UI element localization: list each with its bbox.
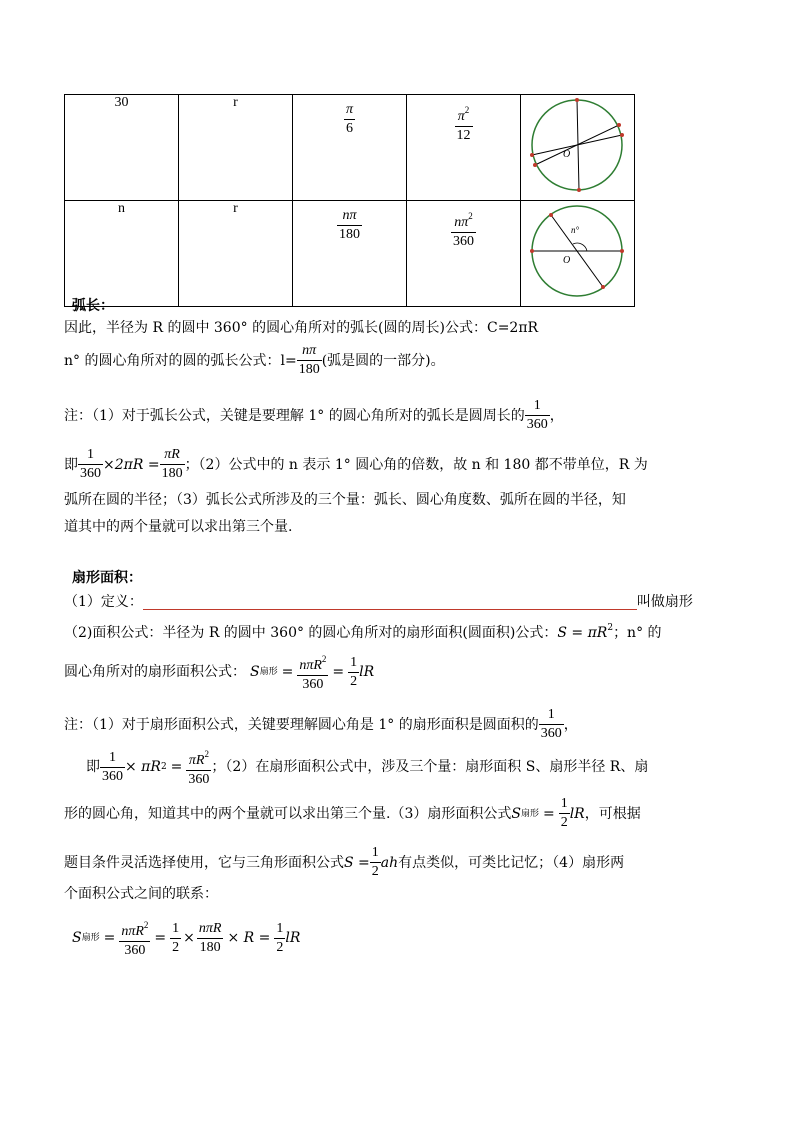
angle-label: n° (571, 225, 580, 235)
table-cell-figure (521, 95, 635, 201)
table-cell-radius: r (179, 201, 293, 307)
arc-line1: 因此，半径为 R 的圆中 360° 的圆心角所对的弧长(圆的周长)公式：C=2πR (64, 320, 539, 336)
center-label: O (563, 149, 571, 160)
arc-note1: 注：（1）对于弧长公式，关键是要理解 1° 的圆心角所对的弧长是圆周长的 $\frac{1}{360}$ ， (64, 398, 564, 432)
table-cell-arc (293, 95, 407, 201)
sector-definition: （1）定义： 叫做扇形 (64, 594, 693, 610)
area-fraction: $\frac{n\pi^2}{360}$ (451, 207, 476, 251)
arc-heading: 弧长： (72, 298, 114, 314)
table-row (65, 95, 635, 201)
table-cell-radius: r (179, 95, 293, 201)
arc-note4: 道其中的两个量就可以求出第三个量. (64, 519, 293, 535)
sector-heading: 扇形面积： (72, 570, 142, 586)
sector-note1: 注：（1）对于扇形面积公式，关键要理解圆心角是 1° 的扇形面积是圆面积的 $\frac{1}{360}$ ， (64, 707, 578, 741)
circle-figure-n (521, 201, 634, 301)
table-cell-area (407, 201, 521, 307)
circle-figure-30 (521, 95, 634, 195)
sector-note4: 题目条件灵活选择使用，它与三角形面积公式 S = $\frac{1}{2}$ ah 有点类似，可类比记忆；（4）扇形两 (64, 845, 625, 879)
sector-formula-line3: 圆心角所对的扇形面积公式： S 扇形 = $\frac{n\pi R^2}{360}$ = $\frac{1}{2}$ lR (64, 650, 374, 694)
arc-line2: n° 的圆心角所对的圆的弧长公式：l= $\frac{n\pi}{180}$ (弧是圆的一部分)。 (64, 343, 445, 377)
arc-fraction: $\frac{\pi}{6}$ (345, 102, 353, 136)
table-cell-figure (521, 201, 635, 307)
sector-note2: 即 $\frac{1}{360}$ × πR 2 = $\frac{\pi R^2}{360}$ ；（2）在扇形面积公式中，涉及三个量：扇形面积 S、扇形半径 R、扇 (86, 745, 648, 789)
table-cell-degree: n (65, 201, 179, 307)
angle-table (64, 94, 635, 307)
arc-fraction: $\frac{n\pi}{180}$ (339, 208, 360, 242)
sector-formula-line: （2)面积公式：半径为 R 的圆中 360° 的圆心角所对的扇形面积(圆面积)公式：$S = \pi R^2$；n° 的 (64, 623, 662, 641)
sector-note3: 形的圆心角，知道其中的两个量就可以求出第三个量.（3）扇形面积公式 S 扇形 = $\frac{1}{2}$ lR ，可根据 (64, 796, 641, 830)
arc-note3: 弧所在圆的半径；（3）弧长公式所涉及的三个量：弧长、圆心角度数、弧所在圆的半径，知 (64, 492, 626, 508)
table-cell-arc (293, 201, 407, 307)
table-cell-degree: 30 (65, 95, 179, 201)
sector-relation-formula: S 扇形 = $\frac{n\pi R^2}{360}$ = $\frac{1}{2}$ × $\frac{\text{nπR}}{180}$ × R = $\frac{1}{2}$ lR (72, 916, 300, 960)
table-cell-area (407, 95, 521, 201)
center-label: O (563, 255, 571, 266)
table-row (65, 201, 635, 307)
definition-blank[interactable] (143, 595, 637, 610)
sector-note5: 个面积公式之间的联系： (64, 886, 218, 902)
arc-note2: 即 $\frac{1}{360}$ ×2πR = $\frac{\pi R}{180}$ ；（2）公式中的 n 表示 1° 圆心角的倍数，故 n 和 180 都不带单位，R 为 (64, 447, 648, 481)
area-fraction: $\frac{\pi^2}{12}$ (455, 101, 473, 145)
